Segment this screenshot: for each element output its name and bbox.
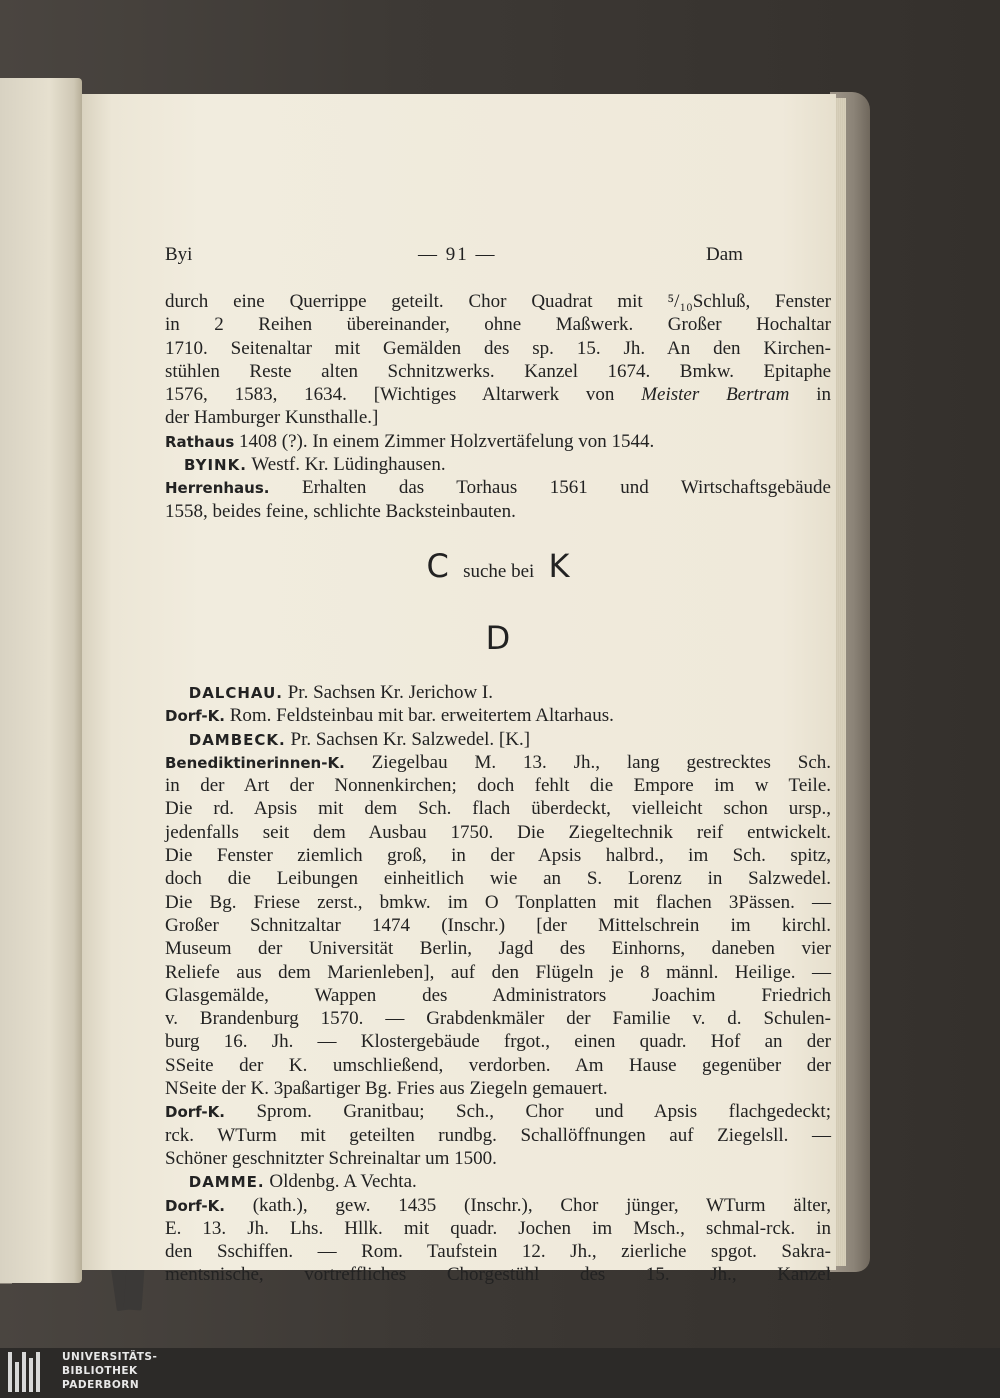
text-line: burg 16. Jh. — Klostergebäude frgot., einen quadr. Hof an der xyxy=(165,1031,831,1053)
entry-heading-line xyxy=(165,728,831,751)
section-letter: D xyxy=(485,618,511,657)
running-header xyxy=(82,244,836,272)
text-line xyxy=(165,1194,831,1217)
text-line: v. Brandenburg 1570. — Grabdenkmäler der Familie v. d. Schulen- xyxy=(165,1008,831,1030)
text-line xyxy=(165,430,831,453)
text-span: 1576, 1583, 1634. [Wichtiges Altarwerk von xyxy=(165,384,615,406)
text-line: Schöner geschnitzter Schreinaltar um 1500. xyxy=(165,1147,497,1169)
text-line: 1558, beides feine, schlichte Backsteinbauten. xyxy=(165,500,516,522)
text-line: der Hamburger Kunsthalle.] xyxy=(165,407,379,429)
place-name: DALCHAU. xyxy=(188,683,283,702)
text-line xyxy=(165,751,831,774)
building-keyword: Dorf-K. xyxy=(165,707,225,726)
section-letter: C xyxy=(426,546,449,585)
place-name: DAMME. xyxy=(188,1173,265,1192)
text-line: mentsnische, vortreffliches Chorgestühl des 15. Jh., Kanzel xyxy=(165,1264,831,1286)
text-span: Ziegelbau M. 13. Jh., lang gestrecktes Sch. xyxy=(371,751,831,773)
text-span: Rom. Feldsteinbau mit bar. erweitertem Altarhaus. xyxy=(229,705,614,727)
section-cross-reference xyxy=(165,531,831,601)
text-line: in 2 Reihen übereinander, ohne Maßwerk. Großer Hochaltar xyxy=(165,314,831,336)
text-line: stühlen Reste alten Schnitzwerks. Kanzel 1674. Bmkw. Epitaphe xyxy=(165,360,831,382)
library-name-line: BIBLIOTHEK xyxy=(62,1365,138,1377)
entry-heading-line xyxy=(165,1170,831,1193)
page-number: — 91 — xyxy=(418,244,497,265)
text-line: Reliefe aus dem Marienleben], auf den Flügeln je 8 männl. Heilige. — xyxy=(165,961,831,983)
text-line xyxy=(165,1100,831,1123)
text-span: Erhalten das Torhaus 1561 und Wirtschaftsgebäude xyxy=(301,477,831,499)
text-span: Westf. Kr. Lüdinghausen. xyxy=(251,454,446,476)
text-line xyxy=(165,704,831,727)
book-page xyxy=(82,94,836,1286)
library-name xyxy=(62,1350,157,1392)
body-text xyxy=(165,290,831,1287)
text-line: Museum der Universität Berlin, Jagd des Einhorns, daneben vier xyxy=(165,938,831,960)
text-line: durch eine Querrippe geteilt. Chor Quadrat mit ⁵/₁₀Schluß, Fenster xyxy=(165,291,831,312)
text-line: rck. WTurm mit geteilten rundbg. Schallöffnungen auf Ziegelsll. — xyxy=(165,1124,831,1146)
text-line: Großer Schnitzaltar 1474 (Inschr.) [der Mittelschrein im kirchl. xyxy=(165,914,831,936)
text-line: SSeite der K. umschließend, verdorben. Am Hause gegenüber der xyxy=(165,1054,831,1076)
text-line: Die Bg. Friese zerst., bmkw. im O Tonplatten mit flachen 3Pässen. — xyxy=(165,891,831,913)
library-logo-icon xyxy=(8,1352,46,1394)
text-line: E. 13. Jh. Lhs. Hllk. mit quadr. Jochen im Msch., schmal-rck. in xyxy=(165,1217,831,1239)
text-line: jedenfalls seit dem Ausbau 1750. Die Ziegeltechnik reif entwickelt. xyxy=(165,821,831,843)
text-line: in der Art der Nonnenkirchen; doch fehlt die Empore im w Teile. xyxy=(165,775,831,797)
text-line: Die Fenster ziemlich groß, in der Apsis halbrd., im Sch. spitz, xyxy=(165,845,831,867)
entry-heading-line xyxy=(165,681,831,704)
building-keyword: Benediktinerinnen-K. xyxy=(165,753,345,772)
left-page-edge xyxy=(0,78,82,1283)
text-line: NSeite der K. 3paßartiger Bg. Fries aus Ziegeln gemauert. xyxy=(165,1078,608,1100)
artist-name: Meister Bertram xyxy=(641,384,790,406)
building-keyword: Dorf-K. xyxy=(165,1196,225,1215)
header-left-keyword: Byi xyxy=(165,244,193,265)
text-span: Pr. Sachsen Kr. Salzwedel. [K.] xyxy=(290,728,531,750)
text-line: Die rd. Apsis mit dem Sch. flach überdeckt, vielleicht schon ursp., xyxy=(165,798,831,820)
text-span: in xyxy=(816,384,832,406)
text-span: Oldenbg. A Vechta. xyxy=(269,1171,417,1193)
entry-heading-line xyxy=(165,453,831,476)
place-name: BYINK. xyxy=(184,456,247,475)
text-line xyxy=(165,476,831,499)
text-span: suche bei xyxy=(463,560,535,582)
building-keyword: Herrenhaus. xyxy=(165,479,270,498)
text-line: 1710. Seitenaltar mit Gemälden des sp. 15. Jh. An den Kirchen- xyxy=(165,337,831,359)
text-line xyxy=(165,383,831,406)
library-name-line: UNIVERSITÄTS- xyxy=(62,1351,158,1363)
text-line: den Sschiffen. — Rom. Taufstein 12. Jh., zierliche spgot. Sakra- xyxy=(165,1241,831,1263)
text-line: Glasgemälde, Wappen des Administrators Joachim Friedrich xyxy=(165,984,831,1006)
text-span: Pr. Sachsen Kr. Jerichow I. xyxy=(287,681,493,703)
library-name-line: PADERBORN xyxy=(62,1379,140,1391)
text-span: (kath.), gew. 1435 (Inschr.), Chor jünger, WTurm älter, xyxy=(252,1194,831,1216)
text-span: 1408 (?). In einem Zimmer Holzvertäfelung von 1544. xyxy=(239,430,655,452)
section-heading xyxy=(165,601,831,667)
header-right-keyword: Dam xyxy=(706,244,743,265)
text-span: Sprom. Granitbau; Sch., Chor und Apsis flachgedeckt; xyxy=(256,1101,831,1123)
building-keyword: Rathaus xyxy=(165,432,235,451)
building-keyword: Dorf-K. xyxy=(165,1103,225,1122)
section-letter: K xyxy=(548,546,570,585)
place-name: DAMBECK. xyxy=(188,730,286,749)
library-footer xyxy=(0,1348,1000,1398)
text-line: doch die Leibungen einheitlich wie an S. Lorenz in Salzwedel. xyxy=(165,868,831,890)
